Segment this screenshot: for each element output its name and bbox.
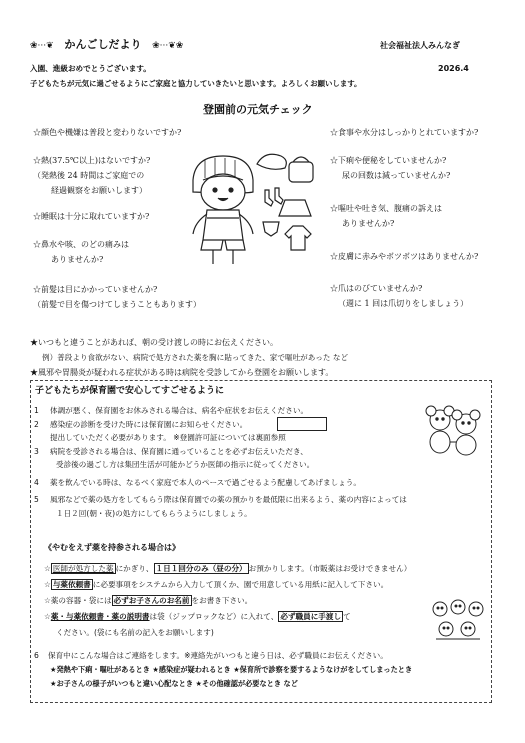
list-item: 3 病院を受診される場合は、保育園に通っていることを必ずお伝えいただき、 [34,446,308,456]
check-item: ☆嘔吐や吐き気、腹痛の訴えは ありませんか? [330,204,442,228]
check-item: ☆鼻水や咳、のどの痛みは ありませんか? [33,240,129,264]
list-item: ☆薬の容器・袋には 必ずお子さんのお名前 をお書き下さい。 [44,596,253,605]
check-item: ☆睡眠は十分に取れていますか? [33,212,150,221]
flower-ornament-left-icon: ❀···❦ [30,41,57,51]
header [30,38,183,52]
greeting-line-2: 子どもたちが元気に過ごせるようにご家庭と協力していきたいと思います。よろしくお願いします。 [30,79,362,88]
list-item: １日２回(朝・夜)の処方にしてもらうようにしましょう。 [56,508,252,518]
bring-list [44,561,411,641]
girl-dressing-illustration [185,150,325,270]
check-right-column [330,125,478,311]
check-title: 登園前の元気チェック [203,103,313,116]
check-item: ☆下痢や便秘をしていませんか? 尿の回数は減っていませんか? [330,156,451,180]
page-title: かんごしだより [64,38,142,51]
flower-ornament-right-icon: ❀···❦❀ [152,41,184,51]
list-item: ☆ 与薬依頼書 に必要事項をシステムから入力して頂くか、園で用意している用紙に記入して下さい。 [44,580,389,589]
list-item: 5 風邪などで薬の処方をしてもらう際は保育園での薬の預かりを最低限に出来るよう、薬の内容によっては [34,495,407,504]
list-item: 1 体調が悪く、保育園をお休みされる場合は、病名や症状をお伝えください。 [34,406,309,415]
check-item: ☆前髪は目にかかっていませんか? （前髪で目を傷つけてしまうこともあります） [33,285,201,309]
mice-illustration [420,398,486,458]
list-item: 4 薬を飲んでいる時は、なるべく家庭で本人のペースで過ごせるよう配慮してあげましょう。 [34,477,361,487]
check-item: ☆熱(37.5℃以上)はないですか? （発熱後 24 時間はご家庭での 経過観察をお願いします） [33,156,151,195]
list-item: 受診後の過ごし方は集団生活が可能かどうか医師の指示に従ってください。 [56,460,315,469]
check-item: ☆爪はのびていませんか? （週に 1 回は爪切りをしましょう） [330,284,469,308]
medicine-section-title: 子どもたちが保育園で安心してすごせるように [35,386,225,396]
list-item: ください。(袋にも名前の記入をお願いします) [56,628,214,637]
contact-section: 6 保育中にこんな場合はご連絡をします。※連絡先がいつもと違う日は、必ず職員にお伝えください。 ★発熱や下痢・嘔吐があるとき ★感染症が疑われるとき ★保育所で診察を要するようなけがをしてしまったとき ★お子さんの様子がいつもと違い心配なとき ★その他確認が必要なとき など [34,651,413,688]
check-item: ☆皮膚に赤みやボツボツはありませんか? [330,252,479,261]
note-example: 例）普段より食欲がない、病院で処方された薬を胸に貼ってきた、家で嘔吐があった など [42,353,349,362]
bring-title: 《やむをえず薬を持参される場合は》 [44,543,180,552]
list-item: ☆ 医師が処方した薬 にかぎり、 １日１回分のみ（昼の分） お預かりします。（市販薬はお受けできません） [44,564,412,573]
chicks-illustration [428,595,488,645]
certificate-box-highlight [277,417,327,431]
check-item: ☆顔色や機嫌は普段と変わりないですか? [33,128,182,137]
note-line-2: ★風邪や胃腸炎が疑われる症状がある時は病院を受診してから登園をお願いします。 [30,368,334,377]
note-line-1: ★いつもと違うことがあれば、朝の受け渡しの時にお伝えください。 [30,338,278,347]
greeting-line-1: 入園、進級おめでとうございます。 [30,64,151,73]
list-item: 提出していただく必要があります。 ※登園許可証については裏面参照 [50,433,286,442]
list-item: ☆薬・与薬依頼書・薬の説明書は袋（ジップロックなど）に入れて、 必ず職員に手渡し て [44,612,351,621]
medicine-list [34,404,414,520]
organization-name: 社会福祉法人みんなぎ [380,41,460,50]
list-item: 2 感染症の診断を受けた時には保育園にお知らせください。 [34,419,248,429]
check-left-column [33,125,201,312]
issue-date: 2026.4 [438,64,469,73]
list-item: 6 保育中にこんな場合はご連絡をします。※連絡先がいつもと違う日は、必ず職員にお伝えください。 [34,651,388,660]
check-item: ☆食事や水分はしっかりとれていますか? [330,128,479,137]
